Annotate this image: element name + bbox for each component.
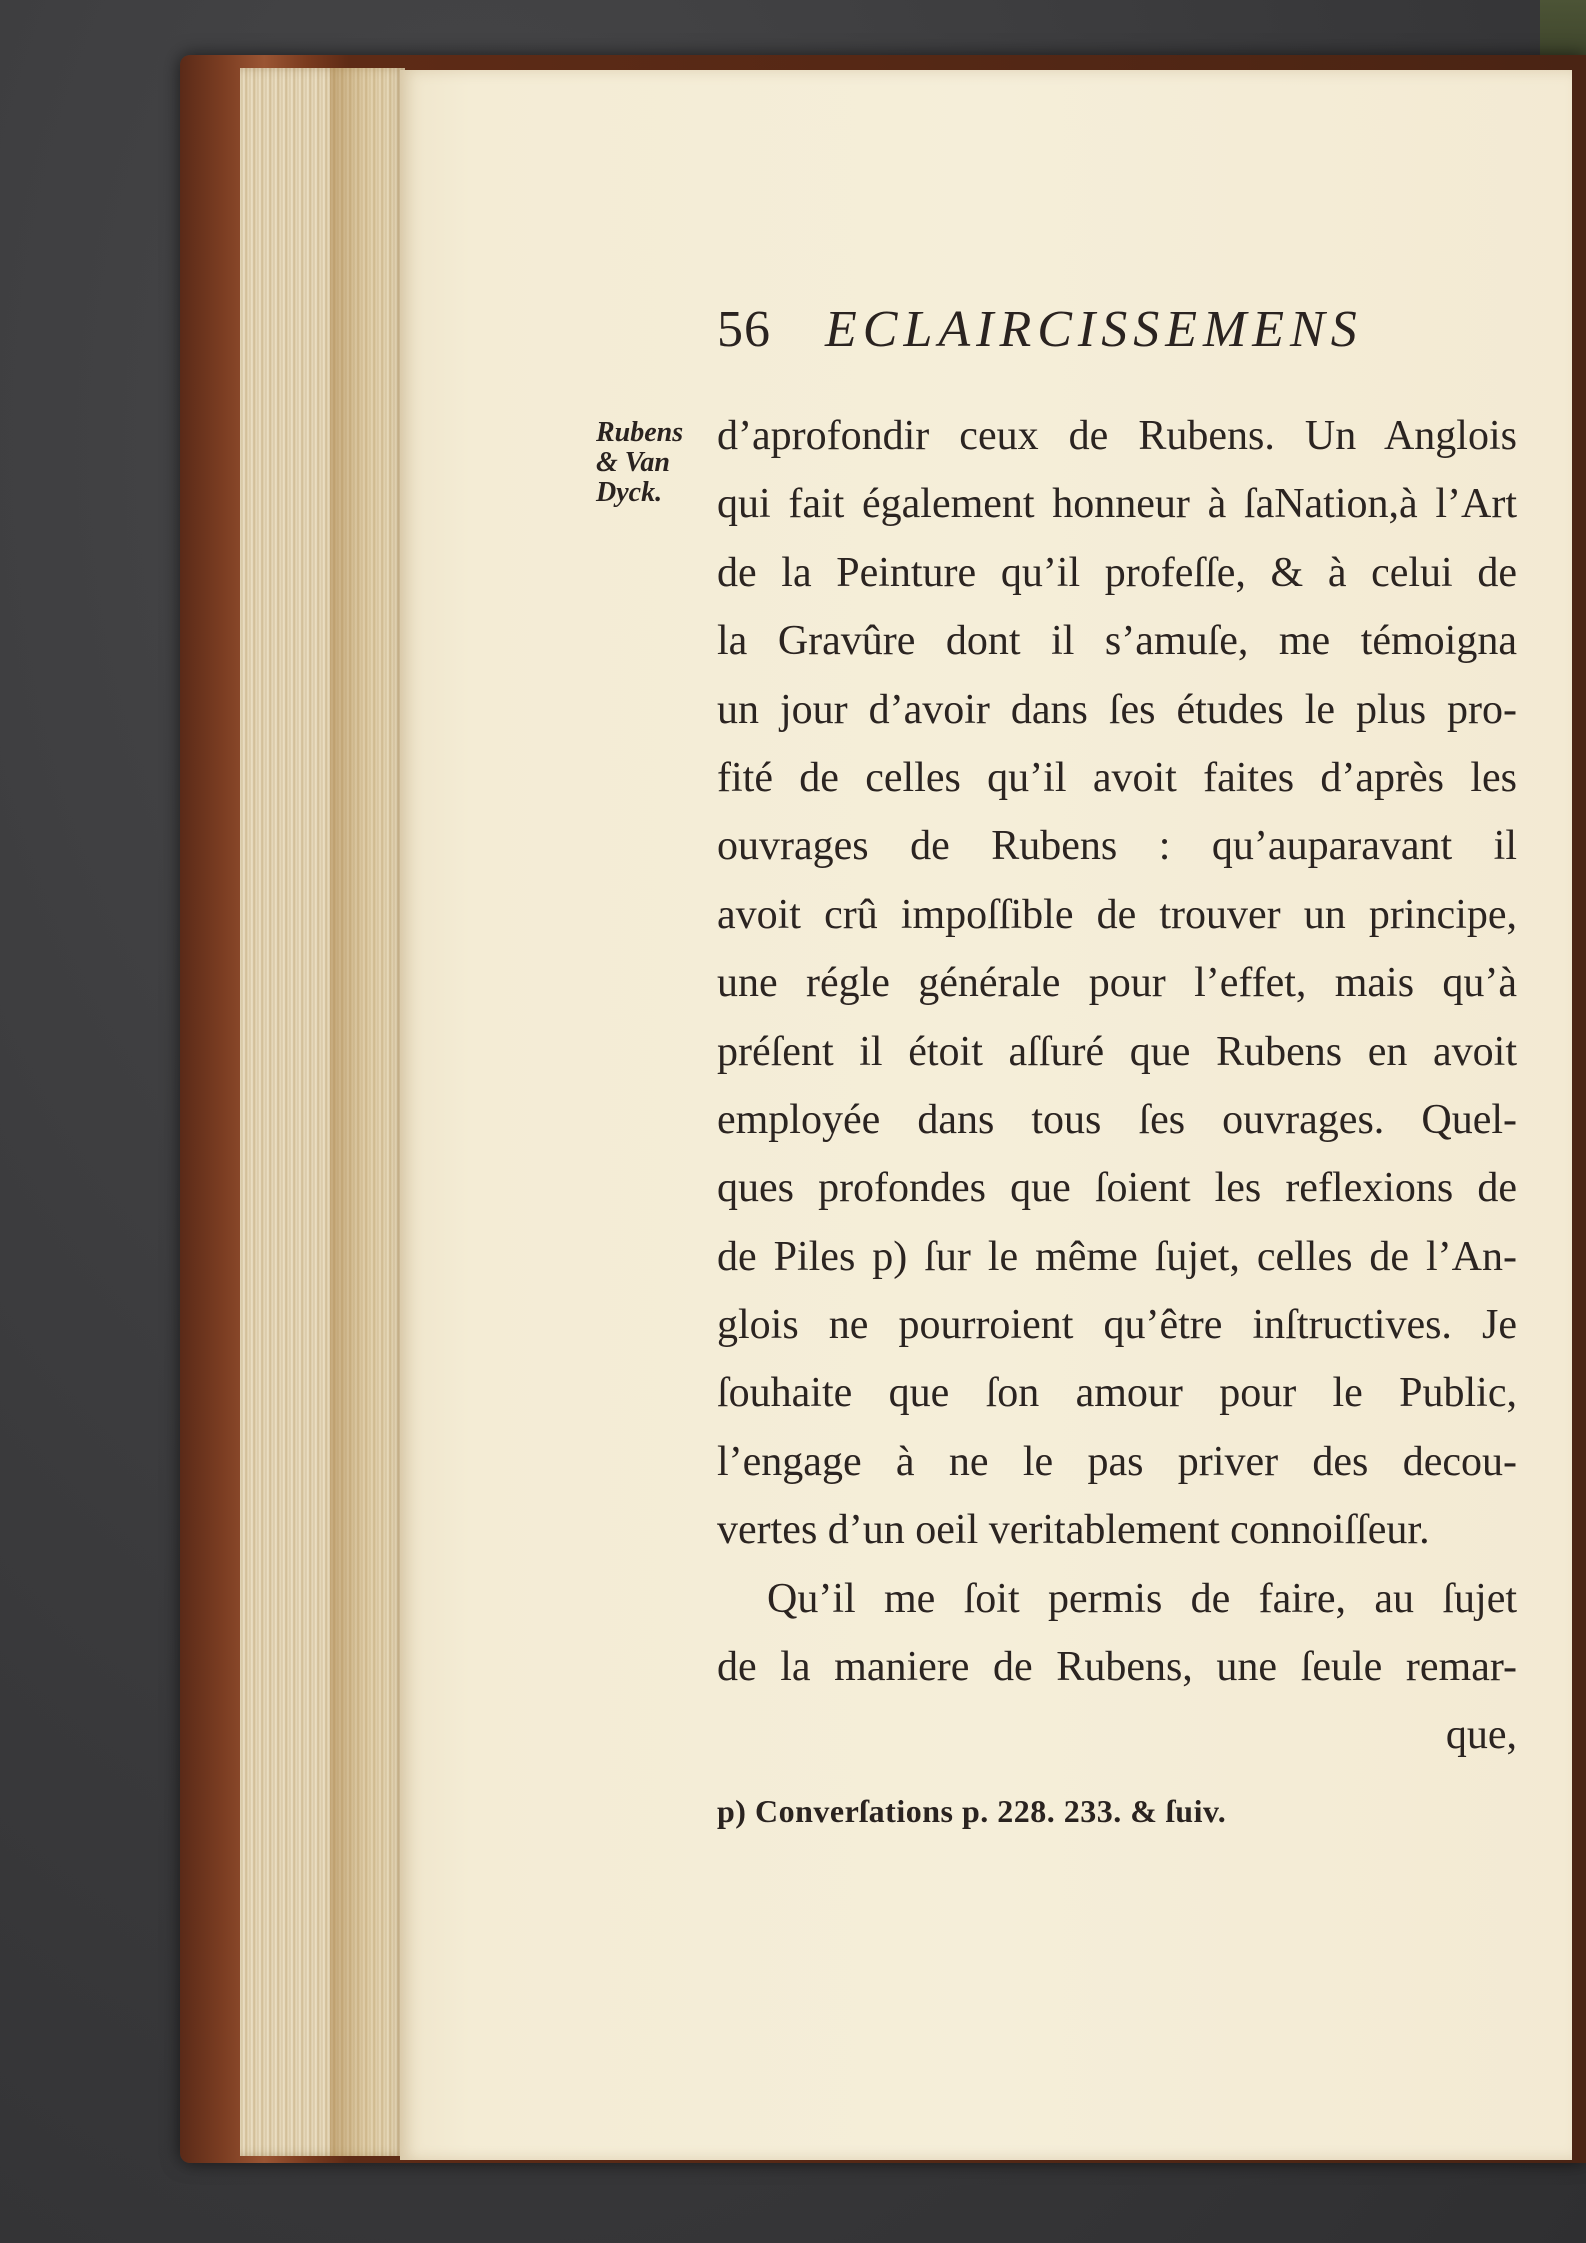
text-line: d’aprofondir ceux de Rubens. Un Anglois xyxy=(717,413,1517,459)
marginal-note-line: Rubens xyxy=(596,417,684,448)
text-line: de Piles p) ſur le même ſujet, celles de l’An- xyxy=(717,1233,1517,1280)
text-line: préſent il étoit aſſuré que Rubens en avoit xyxy=(717,1028,1517,1075)
marginal-note-line: & Van xyxy=(596,447,670,478)
text-line: qui fait également honneur à ſaNation,à l’Art xyxy=(717,481,1517,528)
text-line: glois ne pourroient qu’être inſtructives. Je xyxy=(717,1302,1517,1349)
marginal-note-line: Dyck. xyxy=(596,477,663,508)
text-line: fité de celles qu’il avoit faites d’après les xyxy=(717,754,1517,801)
text-line: Qu’il me ſoit permis de faire, au ſujet xyxy=(767,1575,1517,1622)
text-line: la Gravûre dont il s’amuſe, me témoigna xyxy=(717,618,1517,665)
text-line: l’engage à ne le pas priver des decou- xyxy=(717,1438,1517,1485)
running-header xyxy=(717,300,1363,359)
page-number: 56 xyxy=(717,301,771,358)
text-line: ques profondes que ſoient les reflexions de xyxy=(717,1165,1517,1212)
marginal-note xyxy=(596,418,706,508)
body-text xyxy=(717,402,1517,1770)
text-line: une régle générale pour l’effet, mais qu’à xyxy=(717,960,1517,1007)
footnote: p) Converſations p. 228. 233. & ſuiv. xyxy=(717,1793,1227,1829)
catchword: que, xyxy=(1445,1712,1517,1759)
text-line: ouvrages de Rubens : qu’auparavant il xyxy=(717,823,1517,870)
gutter-shadow xyxy=(330,68,405,2156)
running-title: ECLAIRCISSEMENS xyxy=(825,301,1363,358)
text-line: ſouhaite que ſon amour pour le Public, xyxy=(717,1370,1517,1417)
text-line: vertes d’un oeil veritablement connoiſſeur. xyxy=(717,1507,1430,1554)
text-line: avoit crû impoſſible de trouver un principe, xyxy=(717,891,1517,938)
text-line: un jour d’avoir dans ſes études le plus pro- xyxy=(717,686,1517,733)
text-line: de la Peinture qu’il profeſſe, & à celui de xyxy=(717,549,1517,596)
text-line: de la maniere de Rubens, une ſeule remar- xyxy=(717,1644,1517,1691)
text-line: employée dans tous ſes ouvrages. Quel- xyxy=(717,1096,1517,1143)
